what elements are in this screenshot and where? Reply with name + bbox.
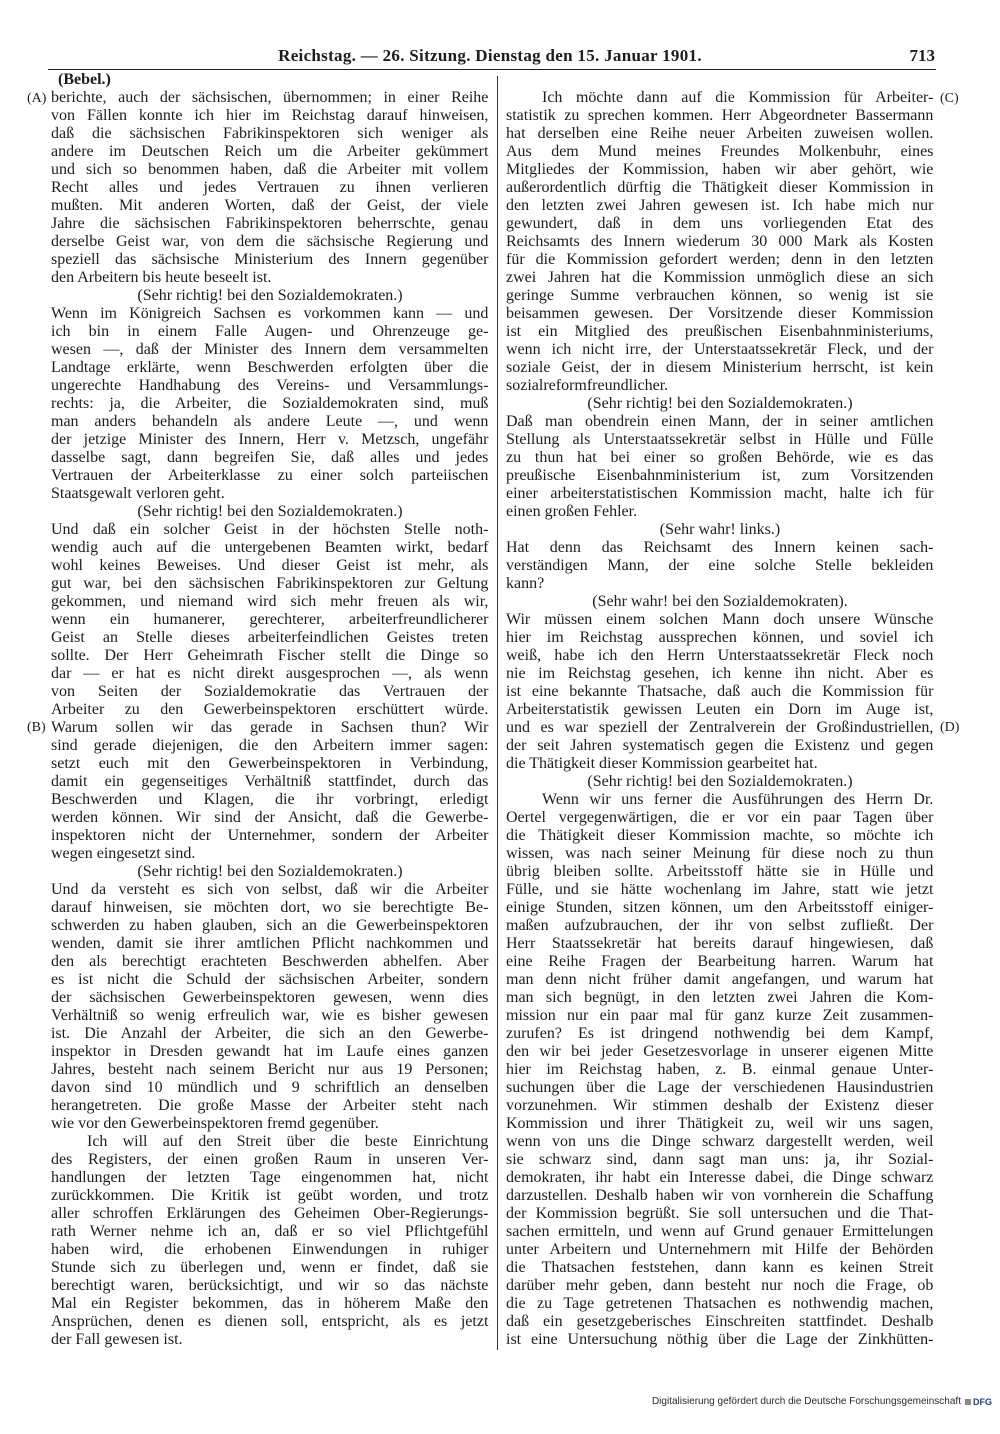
text-line bbox=[51, 467, 489, 485]
line-text: Hat denn das Reichsamt des Innern keinen sach- bbox=[506, 539, 934, 556]
text-line bbox=[506, 197, 934, 215]
interjection-line bbox=[506, 521, 934, 539]
text-line bbox=[506, 161, 934, 179]
text-line bbox=[51, 665, 489, 683]
text-line bbox=[51, 251, 489, 269]
line-text: man denn nicht früher damit angefangen, und warum hat bbox=[506, 971, 934, 988]
interjection-line bbox=[506, 395, 934, 413]
line-text: preußische Eisenbahnministerium ist, zum Vorsitzenden bbox=[506, 467, 934, 484]
text-line bbox=[506, 845, 934, 863]
line-text: gekommen, und niemand wird sich mehr freuen als wir, bbox=[51, 593, 489, 610]
line-text: demokraten, ihr habt ein Interesse dabei, die Dinge schwarz bbox=[506, 1169, 934, 1186]
text-line bbox=[506, 1295, 934, 1313]
text-line bbox=[506, 1241, 934, 1259]
text-line bbox=[51, 899, 489, 917]
text-line bbox=[506, 1079, 934, 1097]
text-line bbox=[51, 1223, 489, 1241]
text-line bbox=[506, 647, 934, 665]
line-text: für die Kommission gefordert werden; denn in den letzten bbox=[506, 251, 934, 268]
line-text: die Thätigkeit dieser Kommission machte, so möchte ich bbox=[506, 827, 934, 844]
text-line bbox=[51, 269, 489, 287]
line-text: wenn ein humanerer, gerechterer, arbeiterfreundlicherer bbox=[51, 611, 489, 628]
line-text: wesen —, daß der Minister des Innern dem versammelten bbox=[51, 341, 489, 358]
text-line bbox=[506, 791, 934, 809]
line-text: berechtigt waren, berücksichtigt, und wir so das nächste bbox=[51, 1277, 489, 1294]
line-text: Verhältniß so wenig erfreulich war, wie es bisher gewesen bbox=[51, 1007, 489, 1024]
text-line bbox=[506, 1187, 934, 1205]
text-line bbox=[506, 1205, 934, 1223]
text-line bbox=[506, 611, 934, 629]
text-line bbox=[506, 377, 934, 395]
text-line bbox=[506, 359, 934, 377]
text-line bbox=[506, 1007, 934, 1025]
column-rule bbox=[497, 76, 498, 1350]
line-text: wegen eingesetzt sind. bbox=[51, 845, 196, 862]
line-text: andere im Deutschen Reich um die Arbeiter gekümmert bbox=[51, 143, 489, 160]
line-text: darüber mehr geben, dann besteht nur noch die Frage, ob bbox=[506, 1277, 934, 1294]
right-column bbox=[506, 89, 934, 1349]
text-line bbox=[506, 143, 934, 161]
text-line bbox=[51, 791, 489, 809]
text-line bbox=[506, 413, 934, 431]
text-line bbox=[51, 1151, 489, 1169]
margin-marker-b: (B) bbox=[27, 720, 46, 735]
line-text: Jahres, besteht nach seinem Bericht nur aus 19 Personen; bbox=[51, 1061, 489, 1078]
text-line bbox=[51, 1259, 489, 1277]
text-line bbox=[51, 539, 489, 557]
line-text: der jetzige Minister des Innern, Herr v. Metzsch, ungefähr bbox=[51, 431, 489, 448]
text-line bbox=[506, 341, 934, 359]
text-line bbox=[506, 503, 934, 521]
line-text: Arbeiter zu den Gewerbeinspektoren erschüttert würde. bbox=[51, 701, 489, 718]
line-text: geringe Summe verbrauchen können, so wenig ist sie bbox=[506, 287, 934, 304]
digitization-credit: Digitalisierung gefördert durch die Deutsche Forschungsgemeinschaft bbox=[651, 1396, 961, 1407]
page-number: 713 bbox=[909, 46, 935, 65]
line-text: man sich begnügt, in den letzten zwei Jahren die Kom- bbox=[506, 989, 934, 1006]
interjection-text: (Sehr wahr! bei den Sozialdemokraten). bbox=[592, 593, 848, 610]
line-text: derselbe Geist war, von dem die sächsische Regierung und bbox=[51, 233, 489, 250]
text-line bbox=[506, 881, 934, 899]
text-line bbox=[506, 467, 934, 485]
text-line bbox=[51, 611, 489, 629]
line-text: mission nur ein paar mal für ganz kurze Zeit zusammen- bbox=[506, 1007, 934, 1024]
text-line bbox=[51, 935, 489, 953]
text-line bbox=[51, 125, 489, 143]
interjection-text: (Sehr wahr! links.) bbox=[659, 521, 781, 538]
line-text: Arbeiterstatistik gewissen Leuten ein Dorn im Auge ist, bbox=[506, 701, 934, 718]
text-line bbox=[506, 485, 934, 503]
text-line bbox=[51, 1241, 489, 1259]
text-line bbox=[51, 341, 489, 359]
line-text: und sich so benommen haben, daß die Arbeiter mit vollem bbox=[51, 161, 489, 178]
text-line bbox=[51, 485, 489, 503]
interjection-line bbox=[51, 863, 489, 881]
line-text: damit ein gegenseitiges Verhältniß stattfindet, durch das bbox=[51, 773, 489, 790]
line-text: herangetreten. Die große Masse der Arbeiter steht nach bbox=[51, 1097, 489, 1114]
speaker-name: (Bebel.) bbox=[58, 71, 111, 88]
text-line bbox=[506, 1097, 934, 1115]
text-line bbox=[506, 1115, 934, 1133]
interjection-text: (Sehr richtig! bei den Sozialdemokraten.) bbox=[137, 863, 403, 880]
line-text: beisammen gewesen. Der Vorsitzende dieser Kommission bbox=[506, 305, 934, 322]
text-line bbox=[51, 971, 489, 989]
text-line bbox=[506, 323, 934, 341]
line-text: soziale Geist, der in diesem Ministerium herrscht, ist kein bbox=[506, 359, 934, 376]
interjection-text: (Sehr richtig! bei den Sozialdemokraten.) bbox=[137, 503, 403, 520]
line-text: Staatsgewalt verloren geht. bbox=[51, 485, 225, 502]
left-column bbox=[51, 71, 489, 1349]
line-text: maßen aufzubrauchen, der ihr von selbst zufließt. Der bbox=[506, 917, 934, 934]
line-text: verständigen Mann, der eine solche Stelle bekleiden bbox=[506, 557, 934, 574]
line-text: werden können. Wir sind der Ansicht, daß die Gewerbe- bbox=[51, 809, 489, 826]
text-line bbox=[506, 179, 934, 197]
interjection-line bbox=[51, 287, 489, 305]
text-line bbox=[51, 809, 489, 827]
text-line bbox=[51, 1277, 489, 1295]
text-line bbox=[51, 1115, 489, 1133]
line-text: zu thun hat bei einer so großen Behörde, wie es das bbox=[506, 449, 934, 466]
text-line bbox=[51, 989, 489, 1007]
interjection-text: (Sehr richtig! bei den Sozialdemokraten.) bbox=[587, 395, 853, 412]
text-line bbox=[506, 287, 934, 305]
line-text: Mitgliedes der Kommission, haben wir aber gehört, wie bbox=[506, 161, 934, 178]
text-line bbox=[506, 1331, 934, 1349]
line-text: weiß, habe ich den Herrn Unterstaatssekretär Fleck noch bbox=[506, 647, 934, 664]
line-text: Mal ein Register bekommen, das in höherem Maße den bbox=[51, 1295, 489, 1312]
text-line bbox=[51, 395, 489, 413]
text-line bbox=[506, 1277, 934, 1295]
line-text: schwerden zu haben glauben, sich an die Gewerbeinspektoren bbox=[51, 917, 489, 934]
line-text: die Thatsachen feststehen, dann kann es keinen Streit bbox=[506, 1259, 934, 1276]
text-line bbox=[51, 1331, 489, 1349]
line-text: dar — er hat es nicht direkt ausgesprochen —, als wenn bbox=[51, 665, 489, 682]
text-line bbox=[51, 647, 489, 665]
text-line bbox=[506, 629, 934, 647]
line-text: Beschwerden und Klagen, die ihr vorbringt, erledigt bbox=[51, 791, 489, 808]
line-text: Und da versteht es sich von selbst, daß wir die Arbeiter bbox=[51, 881, 489, 898]
line-text: die zu Tage getretenen Thatsachen es nothwendig machen, bbox=[506, 1295, 934, 1312]
text-line bbox=[506, 1151, 934, 1169]
margin-marker-d: (D) bbox=[940, 720, 960, 735]
line-text: inspektor in Dresden gewandt hat im Laufe eines ganzen bbox=[51, 1043, 489, 1060]
text-line bbox=[506, 719, 934, 737]
text-line bbox=[506, 989, 934, 1007]
line-text: wohl keines Beweises. Und dieser Geist ist mehr, als bbox=[51, 557, 489, 574]
line-text: speziell das sächsische Ministerium des Innern gegenüber bbox=[51, 251, 489, 268]
text-line bbox=[506, 935, 934, 953]
line-text: rechts: ja, die Arbeiter, die Sozialdemokraten sind, muß bbox=[51, 395, 489, 412]
line-text: kann? bbox=[506, 575, 545, 592]
line-text: den als berechtigt erachteten Beschwerden abhelfen. Aber bbox=[51, 953, 489, 970]
line-text: Geist an Stelle dieses arbeiterfeindlichen Geistes treten bbox=[51, 629, 489, 646]
text-line bbox=[506, 107, 934, 125]
text-line bbox=[51, 575, 489, 593]
line-text: berichte, auch der sächsischen, übernommen; in einer Reihe bbox=[51, 89, 489, 106]
line-text: übrig bleiben sollte. Arbeitsstoff hätte sie in Hülle und bbox=[506, 863, 934, 880]
line-text: setzt euch mit den Gewerbeinspektoren in Verbindung, bbox=[51, 755, 489, 772]
line-text: statistik zu sprechen kommen. Herr Abgeordneter Bassermann bbox=[506, 107, 934, 124]
text-line bbox=[506, 863, 934, 881]
line-text: Ich will auf den Streit über die beste Einrichtung bbox=[87, 1133, 489, 1150]
text-line bbox=[51, 737, 489, 755]
line-text: wenn von uns die Dinge schwarz dargestellt werden, weil bbox=[506, 1133, 934, 1150]
interjection-line bbox=[506, 593, 934, 611]
line-text: außerordentlich dürftig die Thätigkeit dieser Kommission in bbox=[506, 179, 934, 196]
text-line bbox=[506, 305, 934, 323]
line-text: einen großen Fehler. bbox=[506, 503, 638, 520]
text-line bbox=[506, 1169, 934, 1187]
line-text: Wenn wir uns ferner die Ausführungen des Herrn Dr. bbox=[542, 791, 934, 808]
line-text: Ich möchte dann auf die Kommission für Arbeiter- bbox=[542, 89, 934, 106]
margin-marker-c: (C) bbox=[940, 91, 959, 106]
text-line bbox=[506, 971, 934, 989]
line-text: den letzten zwei Jahren gewesen ist. Ich habe mich nur bbox=[506, 197, 934, 214]
text-line bbox=[506, 557, 934, 575]
text-line bbox=[51, 1025, 489, 1043]
line-text: Stellung als Unterstaatssekretär selbst in Hülle und Fülle bbox=[506, 431, 934, 448]
line-text: inspektoren nicht der Unternehmer, sondern der Arbeiter bbox=[51, 827, 489, 844]
line-text: Daß man obendrein einen Mann, der in seiner amtlichen bbox=[506, 413, 934, 430]
text-line bbox=[51, 845, 489, 863]
line-text: sozialreformfreundlicher. bbox=[506, 377, 669, 394]
text-line bbox=[51, 827, 489, 845]
text-line bbox=[51, 557, 489, 575]
line-text: gut war, bei den sächsischen Fabrikinspektoren zur Geltung bbox=[51, 575, 489, 592]
line-text: darauf hinweisen, sie möchten dort, wo sie berechtigte Be- bbox=[51, 899, 489, 916]
line-text: Herr Staatssekretär hat bereits darauf hingewiesen, daß bbox=[506, 935, 934, 952]
text-line bbox=[506, 233, 934, 251]
line-text: ist. Die Anzahl der Arbeiter, die sich an den Gewerbe- bbox=[51, 1025, 489, 1042]
line-text: ist eine Untersuchung nöthig über die Lage der Zinkhütten- bbox=[506, 1331, 934, 1348]
text-line bbox=[51, 701, 489, 719]
line-text: haben wird, die erhobenen Einwendungen in ruhiger bbox=[51, 1241, 489, 1258]
text-line bbox=[506, 809, 934, 827]
line-text: daß die sächsischen Fabrikinspektoren sich weniger als bbox=[51, 125, 489, 142]
line-text: suchungen über die Lage der verschiedenen Hausindustrien bbox=[506, 1079, 934, 1096]
text-line bbox=[51, 881, 489, 899]
line-text: davon sind 10 mündlich und 9 schriftlich an denselben bbox=[51, 1079, 489, 1096]
text-line bbox=[51, 1295, 489, 1313]
line-text: darzustellen. Deshalb haben wir von vornherein die Schaffung bbox=[506, 1187, 934, 1204]
text-line bbox=[51, 1313, 489, 1331]
line-text: der sächsischen Gewerbeinspektoren gewesen, wenn dies bbox=[51, 989, 489, 1006]
line-text: einige Stunden, sitzen können, um den Arbeitsstoff einiger- bbox=[506, 899, 934, 916]
line-text: und es war speziell der Zentralverein der Großindustriellen, bbox=[506, 719, 934, 736]
text-line bbox=[506, 1313, 934, 1331]
line-text: Und daß ein solcher Geist in der höchsten Stelle noth- bbox=[51, 521, 489, 538]
margin-marker-a: (A) bbox=[27, 91, 47, 106]
text-line bbox=[51, 161, 489, 179]
text-line bbox=[506, 1133, 934, 1151]
line-text: eine Reihe Fragen der Bearbeitung harren. Warum hat bbox=[506, 953, 934, 970]
dfg-logo bbox=[965, 1397, 992, 1407]
line-text: Stunde sich zu überlegen und, wenn er findet, daß sie bbox=[51, 1259, 489, 1276]
text-line bbox=[51, 719, 489, 737]
text-line bbox=[51, 233, 489, 251]
text-line bbox=[51, 179, 489, 197]
text-line bbox=[51, 431, 489, 449]
text-line bbox=[51, 1205, 489, 1223]
text-line bbox=[51, 197, 489, 215]
line-text: sachen ermitteln, und wenn auf Grund genauer Ermittelungen bbox=[506, 1223, 934, 1240]
line-text: sie schwarz sind, dann sagt man uns: ja, ihr Sozial- bbox=[506, 1151, 934, 1168]
text-line bbox=[51, 1133, 489, 1151]
line-text: der Fall gewesen ist. bbox=[51, 1331, 183, 1348]
line-text: Wenn im Königreich Sachsen es vorkommen kann — und bbox=[51, 305, 489, 322]
line-text: den Arbeitern bis heute beseelt ist. bbox=[51, 269, 272, 286]
text-line bbox=[506, 701, 934, 719]
text-line bbox=[51, 629, 489, 647]
interjection-line bbox=[51, 503, 489, 521]
line-text: Ansprüchen, denen es dienen soll, entspricht, als es jetzt bbox=[51, 1313, 489, 1330]
line-text: unter Arbeitern und Unternehmern mit Hilfe der Behörden bbox=[506, 1241, 934, 1258]
line-text: der seit Jahren systematisch gegen die Existenz und gegen bbox=[506, 737, 934, 754]
text-line bbox=[51, 773, 489, 791]
text-line bbox=[506, 251, 934, 269]
text-line bbox=[506, 737, 934, 755]
line-text: Recht alles und jedes Vertrauen zu ihnen verlieren bbox=[51, 179, 489, 196]
line-text: Jahre die sächsischen Fabrikinspektoren beherrschte, genau bbox=[51, 215, 489, 232]
text-line bbox=[506, 431, 934, 449]
line-text: zurückkommen. Die Kritik ist geübt worden, und trotz bbox=[51, 1187, 489, 1204]
text-line bbox=[51, 323, 489, 341]
text-line bbox=[506, 665, 934, 683]
text-line bbox=[506, 1259, 934, 1277]
line-text: ist eine bekannte Thatsache, daß auch die Kommission für bbox=[506, 683, 934, 700]
line-text: den wir bei jeder Gesetzesvorlage in unserer eigenen Mitte bbox=[506, 1043, 934, 1060]
text-line bbox=[506, 89, 934, 107]
line-text: man anders behandeln als andere Leute —, und wenn bbox=[51, 413, 489, 430]
line-text: rath Werner nehme ich an, daß er so viel Pflichtgefühl bbox=[51, 1223, 489, 1240]
text-line bbox=[51, 755, 489, 773]
text-line bbox=[506, 1043, 934, 1061]
text-line bbox=[506, 449, 934, 467]
line-text: der Kommission begrüßt. Sie soll untersuchen und die That- bbox=[506, 1205, 934, 1222]
line-text: von Seiten der Sozialdemokratie das Vertrauen der bbox=[51, 683, 489, 700]
line-text: die Thätigkeit dieser Kommission gearbeitet hat. bbox=[506, 755, 818, 772]
line-text: hier im Reichstag haben, z. B. einmal genaue Unter- bbox=[506, 1061, 934, 1078]
running-head: Reichstag. — 26. Sitzung. Dienstag den 15. Januar 1901. bbox=[278, 46, 702, 65]
text-line bbox=[51, 107, 489, 125]
line-text: vorzunehmen. Wir stimmen deshalb der Existenz dieser bbox=[506, 1097, 934, 1114]
line-text: ich bin in einem Falle Augen- und Ohrenzeuge ge- bbox=[51, 323, 489, 340]
text-line bbox=[51, 89, 489, 107]
text-line bbox=[51, 521, 489, 539]
line-text: nie im Reichstag gesehen, ich kenne ihn nicht. Aber es bbox=[506, 665, 934, 682]
text-line bbox=[506, 917, 934, 935]
text-line bbox=[506, 215, 934, 233]
line-text: zurufen? Es ist dringend nothwendig bei dem Kampf, bbox=[506, 1025, 934, 1042]
line-text: Landtage erklärte, wenn Beschwerden erfolgten über die bbox=[51, 359, 489, 376]
text-line bbox=[506, 269, 934, 287]
line-text: handlungen der letzten Tage eingenommen hat, nicht bbox=[51, 1169, 489, 1186]
line-text: wissen, was nach seiner Meinung für diese noch zu thun bbox=[506, 845, 934, 862]
text-line bbox=[51, 1061, 489, 1079]
line-text: hat derselben eine Reihe neuer Arbeiten zuweisen wollen. bbox=[506, 125, 934, 142]
text-line bbox=[51, 143, 489, 161]
interjection-text: (Sehr richtig! bei den Sozialdemokraten.) bbox=[587, 773, 853, 790]
line-text: des Registers, der einen großen Raum in unseren Ver- bbox=[51, 1151, 489, 1168]
text-line bbox=[51, 1007, 489, 1025]
text-line bbox=[506, 899, 934, 917]
line-text: einer arbeiterstatistischen Kommission macht, halte ich für bbox=[506, 485, 934, 502]
interjection-line bbox=[506, 773, 934, 791]
text-line bbox=[506, 575, 934, 593]
dfg-logo-text: DFG bbox=[973, 1396, 992, 1407]
line-text: Aus dem Mund meines Freundes Molkenbuhr, eines bbox=[506, 143, 934, 160]
line-text: Warum sollen wir das gerade in Sachsen thun? Wir bbox=[51, 719, 489, 736]
text-line bbox=[51, 1079, 489, 1097]
text-line bbox=[506, 827, 934, 845]
text-line bbox=[51, 305, 489, 323]
line-text: Vertrauen der Arbeiterklasse zu einer solch parteiischen bbox=[51, 467, 489, 484]
text-line bbox=[51, 917, 489, 935]
line-text: es ist nicht die Schuld der sächsischen Arbeiter, sondern bbox=[51, 971, 489, 988]
line-text: wenden, damit sie ihrer amtlichen Pflicht nachkommen und bbox=[51, 935, 489, 952]
text-line bbox=[51, 683, 489, 701]
line-text: sind gerade diejenigen, die den Arbeitern immer sagen: bbox=[51, 737, 489, 754]
line-text: sollte. Der Herr Geheimrath Fischer stellt die Dinge so bbox=[51, 647, 489, 664]
line-text: Kommission und ihrer Thätigkeit zu, weil wir uns sagen, bbox=[506, 1115, 934, 1132]
text-line bbox=[506, 1025, 934, 1043]
line-text: mußten. Mit anderen Worten, daß der Geist, der viele bbox=[51, 197, 489, 214]
dfg-mark-icon bbox=[965, 1399, 971, 1405]
line-text: Wir müssen einem solchen Mann doch unsere Wünsche bbox=[506, 611, 934, 628]
text-line bbox=[51, 593, 489, 611]
line-text: Oertel vergegenwärtigen, die er vor ein paar Tagen über bbox=[506, 809, 934, 826]
text-line bbox=[51, 1169, 489, 1187]
text-line bbox=[506, 1223, 934, 1241]
text-line bbox=[506, 755, 934, 773]
text-line bbox=[51, 449, 489, 467]
line-text: aller schroffen Erklärungen des Geheimen Ober-Regierungs- bbox=[51, 1205, 489, 1222]
line-text: Fülle, und sie hätte wochenlang im Jahre, statt wie jetzt bbox=[506, 881, 934, 898]
text-line bbox=[506, 539, 934, 557]
line-text: wie vor den Gewerbeinspektoren fremd gegenüber. bbox=[51, 1115, 379, 1132]
text-line bbox=[51, 953, 489, 971]
line-text: daß ein gesetzgeberisches Einschreiten stattfindet. Deshalb bbox=[506, 1313, 934, 1330]
line-text: dasselbe sagt, dann begreifen Sie, daß alles und jedes bbox=[51, 449, 489, 466]
header-rule bbox=[48, 69, 936, 70]
line-text: Reichsamts des Innern wiederum 30 000 Mark als Kosten bbox=[506, 233, 934, 250]
speaker-line bbox=[51, 71, 489, 89]
text-line bbox=[506, 683, 934, 701]
line-text: von Fällen konnte ich hier im Reichstag darauf hinweisen, bbox=[51, 107, 489, 124]
text-line bbox=[51, 377, 489, 395]
text-line bbox=[506, 1061, 934, 1079]
line-text: hier im Reichstag aussprechen können, und soviel ich bbox=[506, 629, 934, 646]
line-text: wenn ich nicht irre, der Unterstaatssekretär Fleck, und der bbox=[506, 341, 934, 358]
line-text: ungerechte Handhabung des Vereins- und Versammlungs- bbox=[51, 377, 489, 394]
line-text: gewundert, daß in dem uns vorliegenden Etat des bbox=[506, 215, 934, 232]
line-text: ist ein Mitglied des preußischen Eisenbahnministeriums, bbox=[506, 323, 934, 340]
text-line bbox=[506, 953, 934, 971]
interjection-text: (Sehr richtig! bei den Sozialdemokraten.) bbox=[137, 287, 403, 304]
text-line bbox=[51, 1097, 489, 1115]
text-line bbox=[51, 1187, 489, 1205]
line-text: wendig auch auf die untergebenen Beamten wirkt, bedarf bbox=[51, 539, 489, 556]
text-line bbox=[506, 125, 934, 143]
footer bbox=[652, 1396, 992, 1407]
text-line bbox=[51, 215, 489, 233]
line-text: zwei Jahren hat die Kommission unmöglich diese an sich bbox=[506, 269, 934, 286]
text-line bbox=[51, 1043, 489, 1061]
text-line bbox=[51, 413, 489, 431]
text-line bbox=[51, 359, 489, 377]
